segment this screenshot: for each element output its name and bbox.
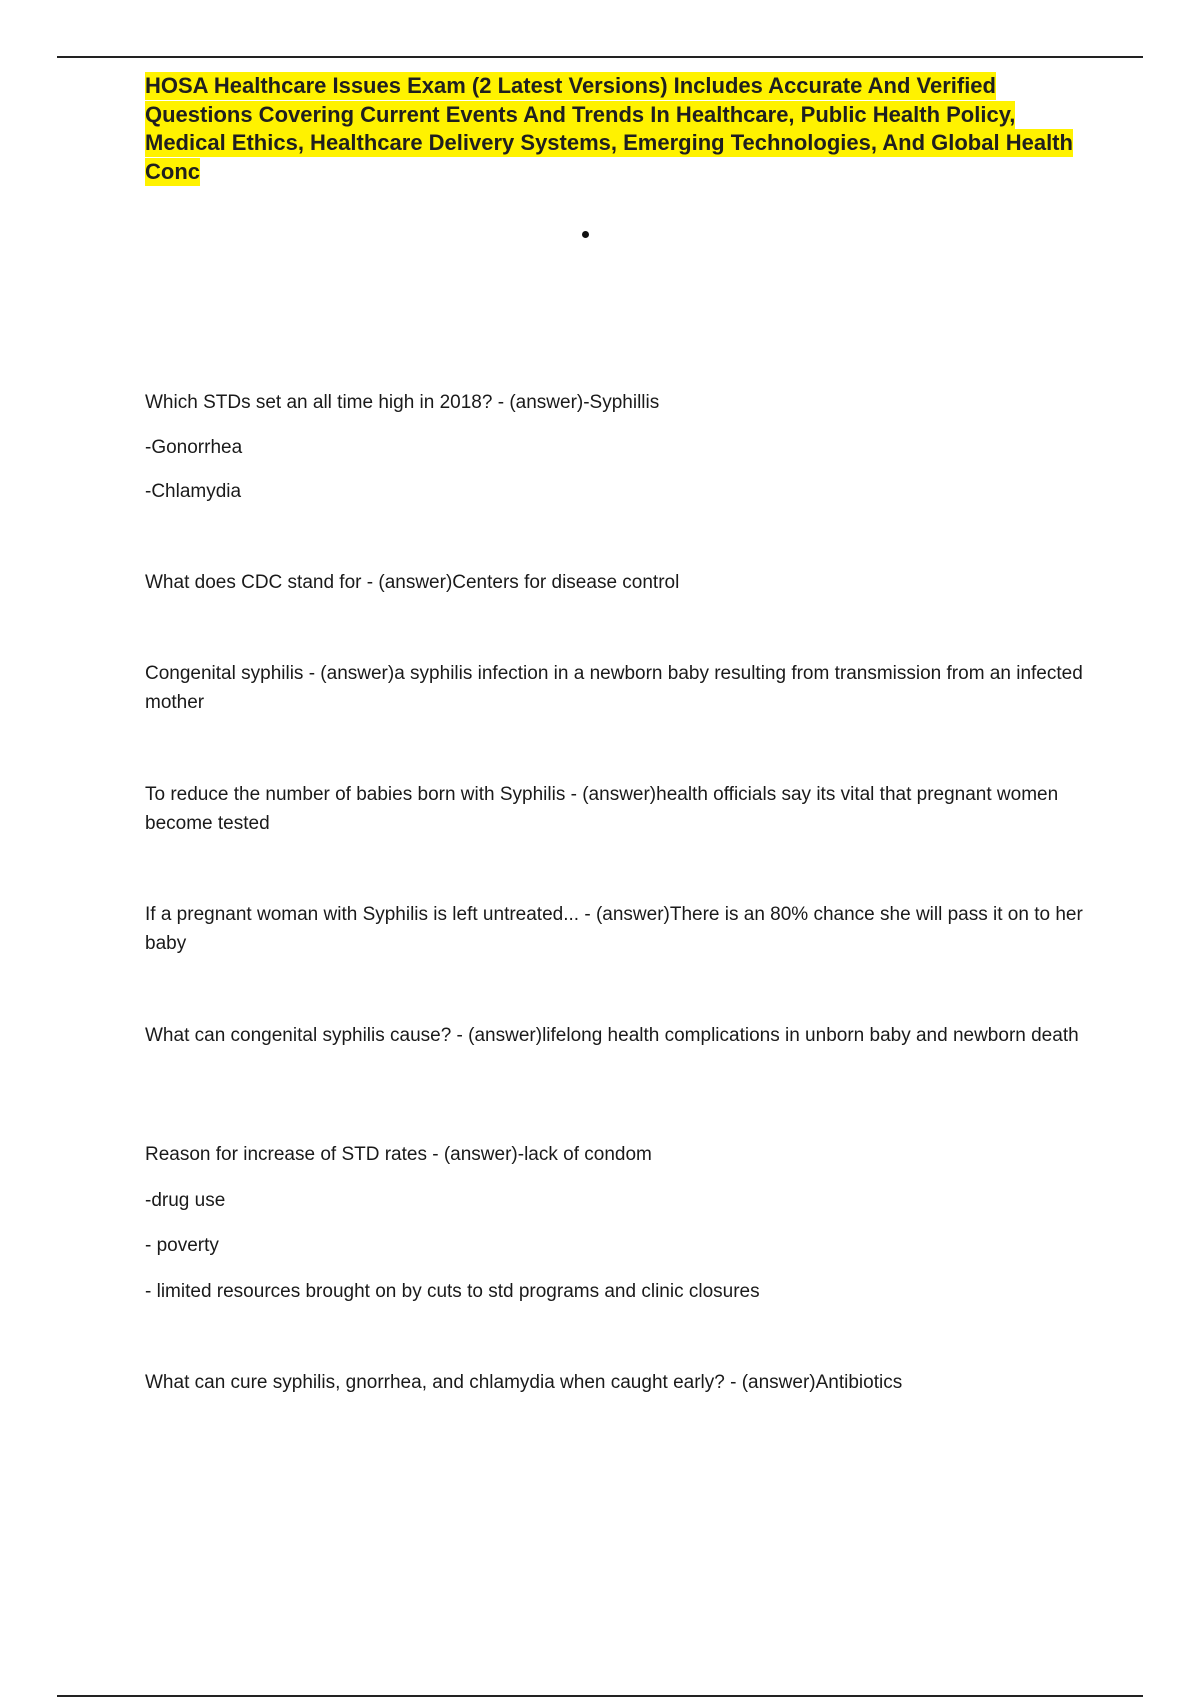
qa-item-1: Which STDs set an all time high in 2018? - (answer)-Syphillis: [145, 392, 660, 413]
document-title: [145, 72, 1095, 186]
qa-item-1-line-3: -Chlamydia: [145, 481, 242, 502]
bullet-dot: [582, 231, 589, 238]
title-highlight: HOSA Healthcare Issues Exam (2 Latest Versions) Includes Accurate And Verified Questions Covering Current Events And Trends In Healthcare, Public Health Policy, Medical Ethics, Healthcare Delivery Systems, Emerging Technologies, And Global Health Conc: [145, 73, 1073, 184]
qa-item-1-line-2: -Gonorrhea: [145, 437, 243, 458]
qa-item-5: If a pregnant woman with Syphilis is left untreated... - (answer)There is an 80% chance she will pass it on to her baby: [145, 904, 1083, 954]
qa-item-8: What can cure syphilis, gnorrhea, and chlamydia when caught early? - (answer)Antibiotics: [145, 1372, 903, 1393]
qa-item-2: What does CDC stand for - (answer)Centers for disease control: [145, 572, 680, 593]
qa-item-6: What can congenital syphilis cause? - (answer)lifelong health complications in unborn baby and newborn death: [145, 1025, 1079, 1046]
top-rule: [57, 56, 1143, 58]
qa-item-7-line-2: -drug use: [145, 1190, 226, 1211]
qa-item-3: Congenital syphilis - (answer)a syphilis infection in a newborn baby resulting from transmission from an infected mother: [145, 663, 1083, 713]
qa-item-4: To reduce the number of babies born with Syphilis - (answer)health officials say its vital that pregnant women become tested: [145, 784, 1059, 834]
qa-item-7-line-3: - poverty: [145, 1235, 219, 1256]
bottom-rule: [57, 1695, 1143, 1697]
qa-item-7: Reason for increase of STD rates - (answer)-lack of condom: [145, 1144, 652, 1165]
qa-item-7-line-4: - limited resources brought on by cuts to std programs and clinic closures: [145, 1281, 760, 1302]
